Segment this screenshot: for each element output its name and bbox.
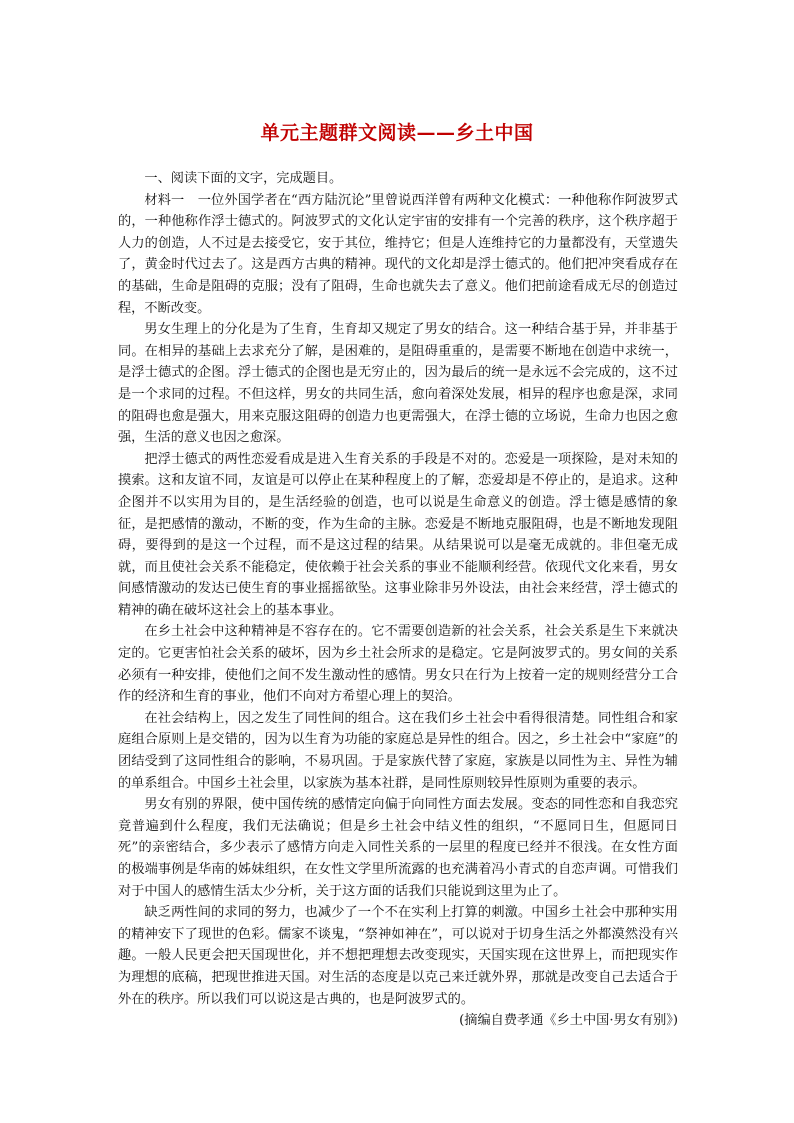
paragraph-4: 在乡土社会中这种精神是不容存在的。它不需要创造新的社会关系，社会关系是生下来就决定的。它更害怕社会关系的破坏，因为乡土社会所求的是稳定。它是阿波罗式的。男女间的关系必须有一种安排，使他们之间不发生激动性的感情。男女只在行为上按着一定的规则经营分工合作的经济和生育的事业，他们不向对方希望心理上的契洽。 [118, 624, 678, 705]
article-body [118, 168, 678, 1032]
paragraph-1: 材料一 一位外国学者在“西方陆沉论”里曾说西洋曾有两种文化模式：一种他称作阿波罗式的，一种他称作浮士德式的。阿波罗式的文化认定宇宙的安排有一个完善的秩序，这个秩序超于人力的创造，人不过是去接受它，安于其位，维持它；但是人连维持它的力量都没有，天堂遗失了，黄金时代过去了。这是西方古典的精神。现代的文化却是浮士德式的。他们把冲突看成存在的基础，生命是阻碍的克服；没有了阻碍，生命也就失去了意义。他们把前途看成无尽的创造过程，不断改变。 [118, 192, 678, 316]
paragraph-5: 在社会结构上，因之发生了同性间的组合。这在我们乡土社会中看得很清楚。同性组合和家庭组合原则上是交错的，因为以生育为功能的家庭总是异性的组合。因之，乡土社会中“家庭”的团结受到了这同性组合的影响，不易巩固。于是家族代替了家庭，家族是以同性为主、异性为辅的单系组合。中国乡土社会里，以家族为基本社群，是同性原则较异性原则为重要的表示。 [118, 710, 678, 791]
instruction-text: 一、阅读下面的文字，完成题目。 [144, 171, 343, 186]
paragraph-3: 把浮士德式的两性恋爱看成是进入生育关系的手段是不对的。恋爱是一项探险，是对未知的摸索。这和友谊不同，友谊是可以停止在某种程度上的了解，恋爱却是不停止的，是追求。这种企图并不以实用为目的，是生活经验的创造，也可以说是生命意义的创造。浮士德是感情的象征，是把感情的激动，不断的变，作为生命的主脉。恋爱是不断地克服阻碍，也是不断地发现阻碍，要得到的是这一个过程，而不是这过程的结果。从结果说可以是毫无成就的。非但毫无成就，而且使社会关系不能稳定，使依赖于社会关系的事业不能顺利经营。依现代文化来看，男女间感情激动的发达已使生育的事业摇摇欲坠。这事业除非另外设法，由社会来经营，浮士德式的精神的确在破坏这社会上的基本事业。 [118, 451, 678, 618]
paragraph-2: 男女生理上的分化是为了生育，生育却又规定了男女的结合。这一种结合基于异，并非基于同。在相异的基础上去求充分了解，是困难的，是阻碍重重的，是需要不断地在创造中求统一，是浮士德式的企图。浮士德式的企图也是无穷止的，因为最后的统一是永远不会完成的，这不过是一个求同的过程。不但这样，男女的共同生活，愈向着深处发展，相异的程序也愈是深，求同的阻碍也愈是强大，用来克服这阻碍的创造力也更需强大，在浮士德的立场说，生命力也因之愈强，生活的意义也因之愈深。 [118, 322, 678, 446]
page-title: 单元主题群文阅读——乡土中国 [260, 122, 534, 144]
source-citation: (摘编自费孝通《乡土中国·男女有别》) [459, 1013, 678, 1029]
paragraph-7: 缺乏两性间的求同的努力，也减少了一个不在实利上打算的刺激。中国乡土社会中那种实用的精神安下了现世的色彩。儒家不谈鬼，“祭神如神在”，可以说对于切身生活之外都漠然没有兴趣。一般人民更会把天国现世化，并不想把理想去改变现实，天国实现在这世界上，而把现实作为理想的底稿，把现世推进天国。对生活的态度是以克己来迁就外界，那就是改变自己去适合于外在的秩序。所以我们可以说这是古典的，也是阿波罗式的。 [118, 905, 678, 1007]
paragraph-6: 男女有别的界限，使中国传统的感情定向偏于向同性方面去发展。变态的同性恋和自我恋究竟普遍到什么程度，我们无法确说；但是乡土社会中结义性的组织，“不愿同日生，但愿同日死”的亲密结合，多少表示了感情方向走入同性关系的一层里的程度已经并不很浅。在女性方面的极端事例是华南的姊妹组织，在女性文学里所流露的也充满着冯小青式的自恋声调。可惜我们对于中国人的感情生活太少分析，关于这方面的话我们只能说到这里为止了。 [118, 797, 678, 899]
